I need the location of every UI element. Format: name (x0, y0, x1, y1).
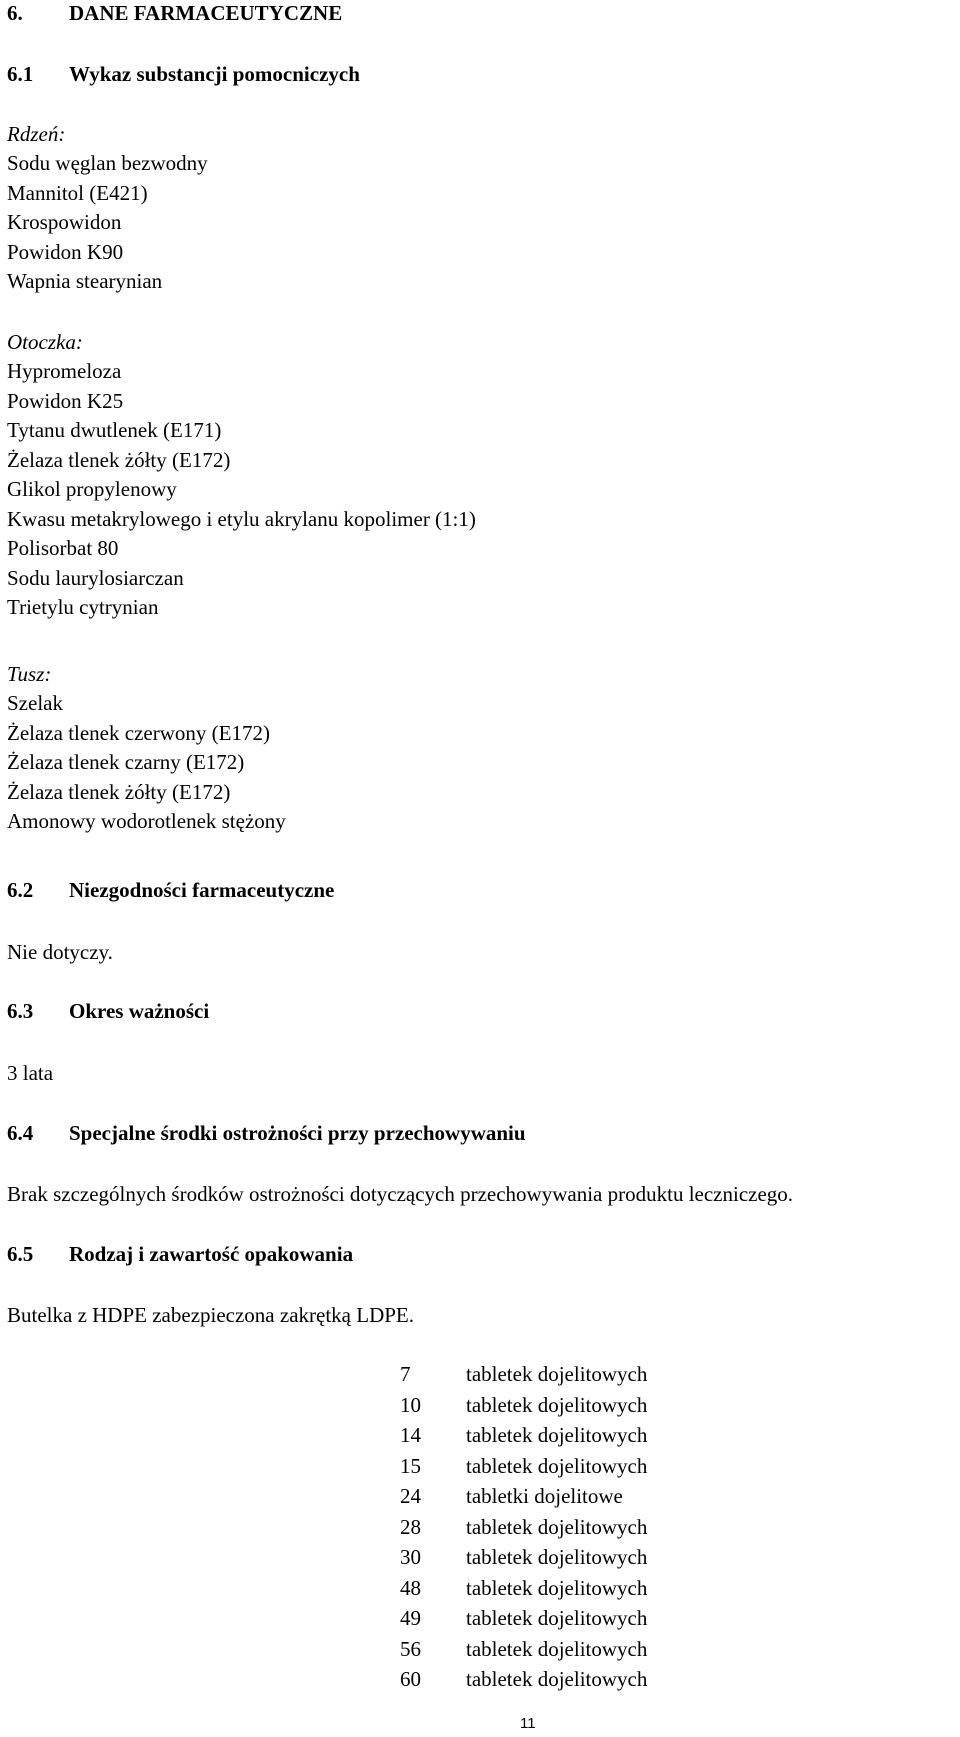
pack-count: 48 (400, 1575, 421, 1600)
coat-ingredients-list (7, 357, 476, 623)
pack-desc: tabletek dojelitowych (466, 1392, 648, 1417)
list-item (400, 1603, 647, 1634)
pack-desc: tabletek dojelitowych (466, 1575, 648, 1600)
list-item: Polisorbat 80 (7, 536, 119, 560)
list-item: Żelaza tlenek czerwony (E172) (7, 720, 270, 745)
page-number: 11 (520, 1715, 536, 1732)
pack-desc: tabletek dojelitowych (466, 1423, 648, 1447)
pack-desc: tabletek dojelitowych (466, 1362, 648, 1386)
list-item (400, 1573, 647, 1604)
list-item (400, 1512, 647, 1543)
section-heading-6-1 (7, 59, 360, 89)
pack-count: 10 (400, 1392, 421, 1417)
core-label: Rdzeń: (7, 122, 66, 146)
list-item: Mannitol (E421) (7, 180, 148, 205)
list-item: Tytanu dwutlenek (E171) (7, 418, 222, 442)
section-title: Wykaz substancji pomocniczych (69, 62, 360, 86)
list-item: Żelaza tlenek czarny (E172) (7, 750, 245, 774)
list-item: Hypromeloza (7, 359, 122, 383)
list-item: Sodu laurylosiarczan (7, 565, 184, 590)
pack-count: 49 (400, 1606, 421, 1630)
list-item: Powidon K90 (7, 239, 124, 264)
pack-count: 56 (400, 1636, 421, 1661)
pack-count: 7 (400, 1362, 411, 1386)
pack-desc: tabletek dojelitowych (466, 1514, 648, 1539)
ink-label: Tusz: (7, 662, 52, 686)
package-sizes-list (400, 1359, 647, 1695)
list-item (400, 1359, 647, 1390)
section-heading-6-5 (7, 1239, 353, 1269)
pack-count: 30 (400, 1545, 421, 1569)
list-item (400, 1542, 647, 1573)
section-heading-6 (7, 0, 342, 28)
section-title: Okres ważności (69, 999, 210, 1023)
section-heading-6-2 (7, 875, 334, 905)
section-heading-6-4 (7, 1118, 526, 1148)
pack-count: 24 (400, 1484, 421, 1508)
list-item: Glikol propylenowy (7, 477, 177, 501)
section-6-4-text: Brak szczególnych środków ostrożności dotyczących przechowywania produktu leczniczego. (7, 1182, 794, 1206)
pack-desc: tabletki dojelitowe (466, 1484, 623, 1508)
section-number: 6.4 (7, 1121, 34, 1145)
section-title: Specjalne środki ostrożności przy przechowywaniu (69, 1121, 526, 1145)
pack-count: 28 (400, 1514, 421, 1539)
list-item (400, 1481, 647, 1512)
list-item: Wapnia stearynian (7, 269, 163, 293)
pack-desc: tabletek dojelitowych (466, 1545, 648, 1569)
pack-desc: tabletek dojelitowych (466, 1636, 648, 1661)
list-item (400, 1390, 647, 1421)
pack-desc: tabletek dojelitowych (466, 1667, 648, 1691)
ink-ingredients-list (7, 689, 286, 837)
section-number: 6.3 (7, 999, 34, 1023)
pack-count: 15 (400, 1453, 421, 1478)
section-6-5-text: Butelka z HDPE zabezpieczona zakrętką LDPE. (7, 1303, 414, 1327)
list-item: Krospowidon (7, 210, 122, 234)
list-item: Trietylu cytrynian (7, 595, 159, 619)
list-item: Sodu węglan bezwodny (7, 151, 208, 175)
list-item: Powidon K25 (7, 388, 124, 413)
list-item (400, 1451, 647, 1482)
section-number: 6.1 (7, 62, 34, 86)
section-title: Rodzaj i zawartość opakowania (69, 1242, 354, 1266)
list-item: Żelaza tlenek żółty (E172) (7, 779, 231, 804)
pack-count: 60 (400, 1667, 421, 1691)
section-title: Niezgodności farmaceutyczne (69, 878, 335, 902)
list-item (400, 1664, 647, 1695)
section-number: 6.2 (7, 878, 34, 902)
list-item: Amonowy wodorotlenek stężony (7, 809, 286, 833)
section-6-3-text: 3 lata (7, 1061, 54, 1085)
section-number: 6. (7, 1, 23, 25)
list-item: Kwasu metakrylowego i etylu akrylanu kopolimer (1:1) (7, 506, 476, 531)
core-ingredients-list (7, 149, 208, 297)
section-6-2-text: Nie dotyczy. (7, 940, 113, 964)
pack-desc: tabletek dojelitowych (466, 1453, 648, 1478)
list-item (400, 1420, 647, 1451)
list-item: Żelaza tlenek żółty (E172) (7, 447, 231, 472)
coat-label: Otoczka: (7, 330, 83, 354)
section-number: 6.5 (7, 1242, 34, 1266)
pack-count: 14 (400, 1423, 421, 1447)
list-item (400, 1634, 647, 1665)
section-title: DANE FARMACEUTYCZNE (69, 1, 343, 25)
pack-desc: tabletek dojelitowych (466, 1606, 648, 1630)
list-item: Szelak (7, 691, 63, 715)
section-heading-6-3 (7, 996, 209, 1026)
